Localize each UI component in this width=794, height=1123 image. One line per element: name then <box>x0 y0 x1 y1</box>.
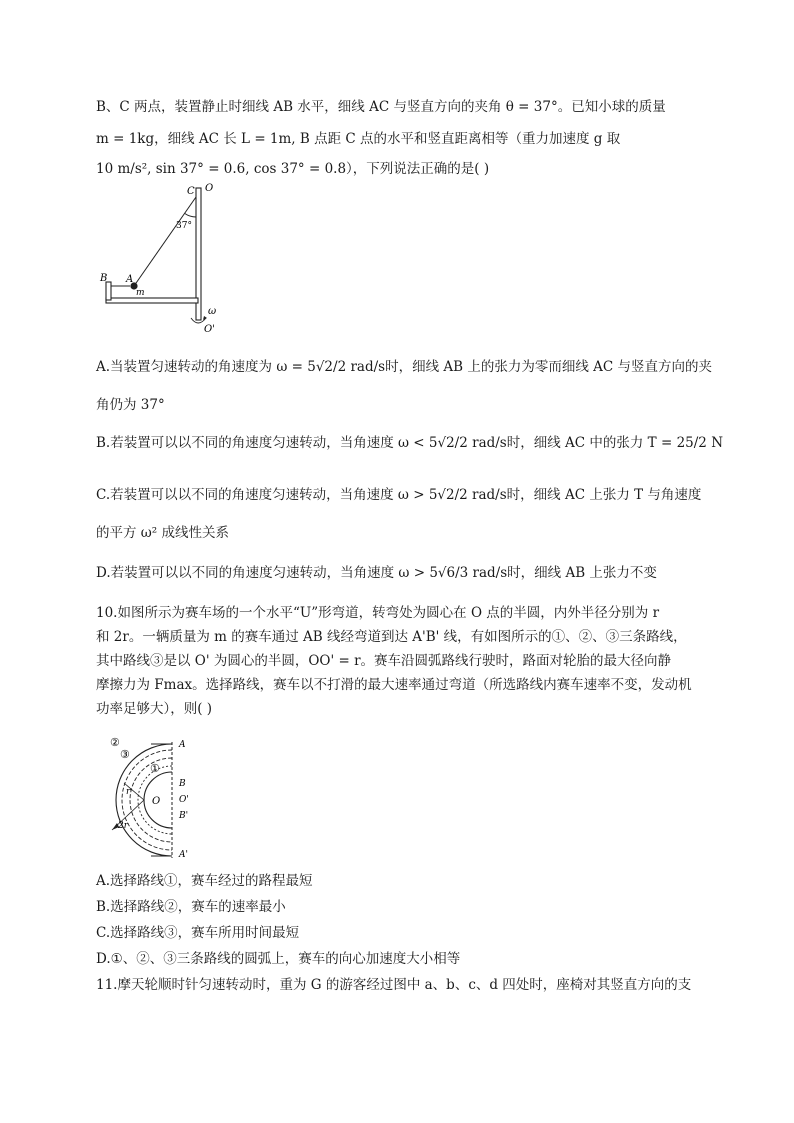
label-c: C <box>187 186 195 197</box>
q11-stem-line-1: 11.摩天轮顺时针匀速转动时，重为 G 的游客经过图中 a、b、c、d 四处时，座椅对其竖直方向的支 <box>96 977 692 993</box>
label-a: A <box>179 740 186 750</box>
label-o-prime: O' <box>204 324 215 335</box>
q9-option-a-line-2: 角仍为 37° <box>96 397 165 413</box>
q10-stem-line-4: 摩擦力为 Fmax。选择路线，赛车以不打滑的最大速率通过弯道（所选路线内赛车速率不变，发动机 <box>96 677 692 693</box>
label-r: r <box>126 787 131 797</box>
q10-figure-u-turn <box>96 736 206 864</box>
label-2r: 2r <box>118 821 129 831</box>
label-route-1: ① <box>150 762 160 775</box>
label-o-prime: O' <box>179 795 189 805</box>
q9-stem-line-3: 10 m/s², sin 37° = 0.6, cos 37° = 0.8），下列说法正确的是( ) <box>96 161 490 177</box>
horizontal-arm <box>106 298 198 303</box>
label-m: m <box>136 288 145 298</box>
q9-stem-line-2: m = 1kg，细线 AC 长 L = 1m, B 点距 C 点的水平和竖直距离相等（重力加速度 g 取 <box>96 131 621 147</box>
label-b: B <box>179 779 186 789</box>
q10-stem-line-3: 其中路线③是以 O' 为圆心的半圆，OO' = r。赛车沿圆弧路线行驶时，路面对轮胎的最大径向静 <box>96 653 672 669</box>
route-2-path <box>122 750 172 850</box>
label-route-2: ② <box>110 736 120 749</box>
label-route-3: ③ <box>120 748 130 761</box>
label-a-prime: A' <box>179 850 188 860</box>
label-angle: 37° <box>176 221 192 231</box>
angle-arc <box>185 213 196 217</box>
q9-option-a-line-1: A.当装置匀速转动的角速度为 ω = 5√2/2 rad/s时，细线 AB 上的张力为零而细线 AC 与竖直方向的夹 <box>96 359 712 375</box>
q10-option-b: B.选择路线②，赛车的速率最小 <box>96 899 286 915</box>
q9-option-b: B.若装置可以以不同的角速度匀速转动，当角速度 ω < 5√2/2 rad/s时，细线 AC 中的张力 T = 25/2 N <box>96 435 724 451</box>
label-o: O <box>205 183 214 194</box>
q10-option-c: C.选择路线③，赛车所用时间最短 <box>96 925 300 941</box>
q10-stem-line-1: 10.如图所示为赛车场的一个水平“U”形弯道，转弯处为圆心在 O 点的半圆，内外半径分别为 r <box>96 605 660 621</box>
q9-figure-rotating-apparatus <box>96 180 236 340</box>
label-o: O <box>152 796 161 807</box>
q9-option-c-line-1: C.若装置可以以不同的角速度匀速转动，当角速度 ω > 5√2/2 rad/s时，细线 AC 上张力 T 与角速度 <box>96 487 702 503</box>
b-post <box>106 282 111 300</box>
q9-option-c-line-2: 的平方 ω² 成线性关系 <box>96 525 230 541</box>
q10-option-d: D.①、②、③三条路线的圆弧上，赛车的向心加速度大小相等 <box>96 951 461 967</box>
q9-option-d: D.若装置可以以不同的角速度匀速转动，当角速度 ω > 5√6/3 rad/s时，细线 AB 上张力不变 <box>96 565 657 581</box>
string-ac <box>134 197 196 286</box>
q9-stem-line-1: B、C 两点，装置静止时细线 AB 水平，细线 AC 与竖直方向的夹角 θ = 37°。已知小球的质量 <box>96 99 666 115</box>
q10-stem-line-5: 功率足够大），则( ) <box>96 701 213 717</box>
q10-option-a: A.选择路线①，赛车经过的路程最短 <box>96 873 313 889</box>
label-b: B <box>100 273 108 284</box>
q10-stem-line-2: 和 2r。一辆质量为 m 的赛车通过 AB 线经弯道到达 A'B' 线，有如图所示的①、②、③三条路线， <box>96 629 687 645</box>
label-omega: ω <box>208 306 217 317</box>
label-a: A <box>126 274 134 285</box>
label-b-prime: B' <box>179 811 189 821</box>
